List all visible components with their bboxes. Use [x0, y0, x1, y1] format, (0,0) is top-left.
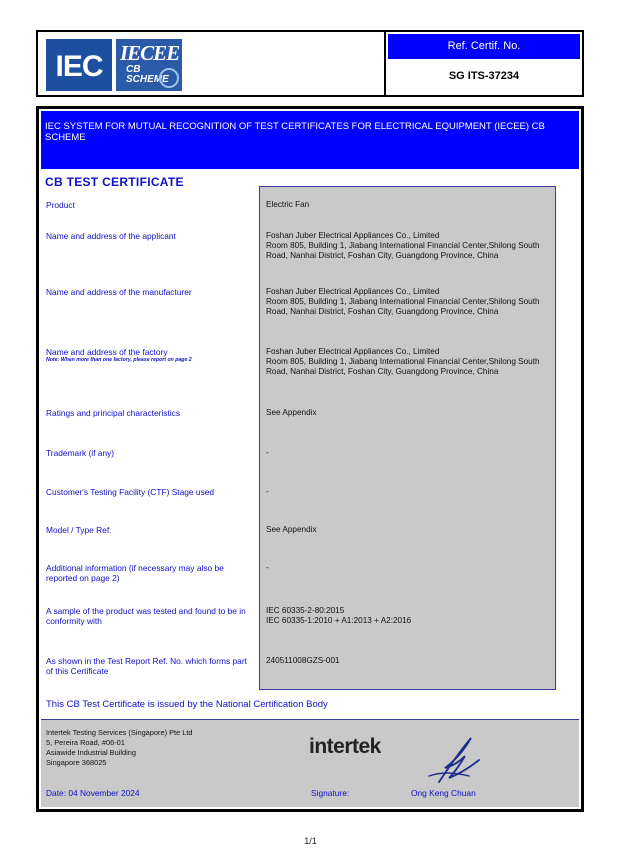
- field-label: Additional information (if necessary may also be reported on page 2): [46, 563, 224, 583]
- field-value: Foshan Juber Electrical Appliances Co., Limited Room 805, Building 1, Jiabang International Financial Center,Shilong South Road, Nanhai District, Foshan City, Guangdong Province, China: [266, 347, 540, 376]
- certificate-body: [36, 106, 584, 812]
- signature-image: [419, 732, 489, 788]
- field-label: A sample of the product was tested and found to be in conformity with: [46, 606, 246, 626]
- address-line: Intertek Testing Services (Singapore) Pte Ltd: [46, 728, 193, 737]
- issue-date: Date: 04 November 2024: [46, 788, 140, 798]
- field-value: 240511008GZS-001: [266, 656, 340, 665]
- field-value: IEC 60335-2-80:2015 IEC 60335-1:2010 + A1:2013 + A2:2016: [266, 606, 412, 625]
- field-label: As shown in the Test Report Ref. No. which forms part of this Certificate: [46, 656, 247, 676]
- scheme-banner: IEC SYSTEM FOR MUTUAL RECOGNITION OF TEST CERTIFICATES FOR ELECTRICAL EQUIPMENT (IECEE) CB SCHEME: [41, 111, 579, 169]
- signatory-name: Ong Keng Chuan: [411, 788, 476, 798]
- intertek-logo: intertek: [309, 735, 381, 758]
- field-value: Foshan Juber Electrical Appliances Co., Limited Room 805, Building 1, Jiabang International Financial Center,Shilong South Road, Nanhai District, Foshan City, Guangdong Province, China: [266, 231, 540, 260]
- field-label: Name and address of the manufacturer: [46, 287, 192, 297]
- field-label: Ratings and principal characteristics: [46, 408, 181, 418]
- address-line: Singapore 368025: [46, 758, 107, 767]
- field-value: Electric Fan: [266, 200, 310, 209]
- field-note: Note: When more than one factory, please report on page 2: [46, 357, 192, 363]
- issued-statement: This CB Test Certificate is issued by the National Certification Body: [46, 699, 328, 710]
- field-label: Name and address of the factory Note: When more than one factory, please report on page 2: [46, 347, 256, 364]
- field-label: Customer's Testing Facility (CTF) Stage used: [46, 487, 215, 497]
- ref-title: Ref. Certif. No.: [386, 32, 582, 59]
- certificate-header: [36, 30, 584, 97]
- issuer-address: [46, 728, 246, 768]
- logo-area: [42, 35, 382, 93]
- field-value: -: [266, 563, 269, 572]
- certificate-title: CB TEST CERTIFICATE: [45, 175, 184, 189]
- field-value: -: [266, 487, 269, 496]
- iec-logo: IEC: [46, 39, 112, 91]
- address-line: 5, Pereira Road, #06-01: [46, 738, 125, 747]
- globe-icon: [159, 68, 179, 88]
- field-label: Product: [46, 200, 75, 210]
- ref-number: SG ITS-37234: [448, 70, 520, 82]
- field-label: Trademark (if any): [46, 448, 115, 458]
- field-label: Name and address of the applicant: [46, 231, 176, 241]
- certificate-footer: [41, 719, 579, 807]
- field-value: Foshan Juber Electrical Appliances Co., Limited Room 805, Building 1, Jiabang International Financial Center,Shilong South Road, Nanhai District, Foshan City, Guangdong Province, China: [266, 287, 540, 316]
- address-line: Asiawide Industrial Building: [46, 748, 136, 757]
- reference-box: [384, 32, 582, 95]
- page-number: 1/1: [304, 836, 317, 846]
- iecee-cb-scheme-logo: IECEE CB SCHEME: [116, 39, 182, 91]
- field-value: -: [266, 448, 269, 457]
- field-label: Model / Type Ref.: [46, 525, 112, 535]
- signature-label: Signature:: [311, 788, 350, 798]
- field-value: See Appendix: [266, 525, 317, 534]
- field-value: See Appendix: [266, 408, 317, 417]
